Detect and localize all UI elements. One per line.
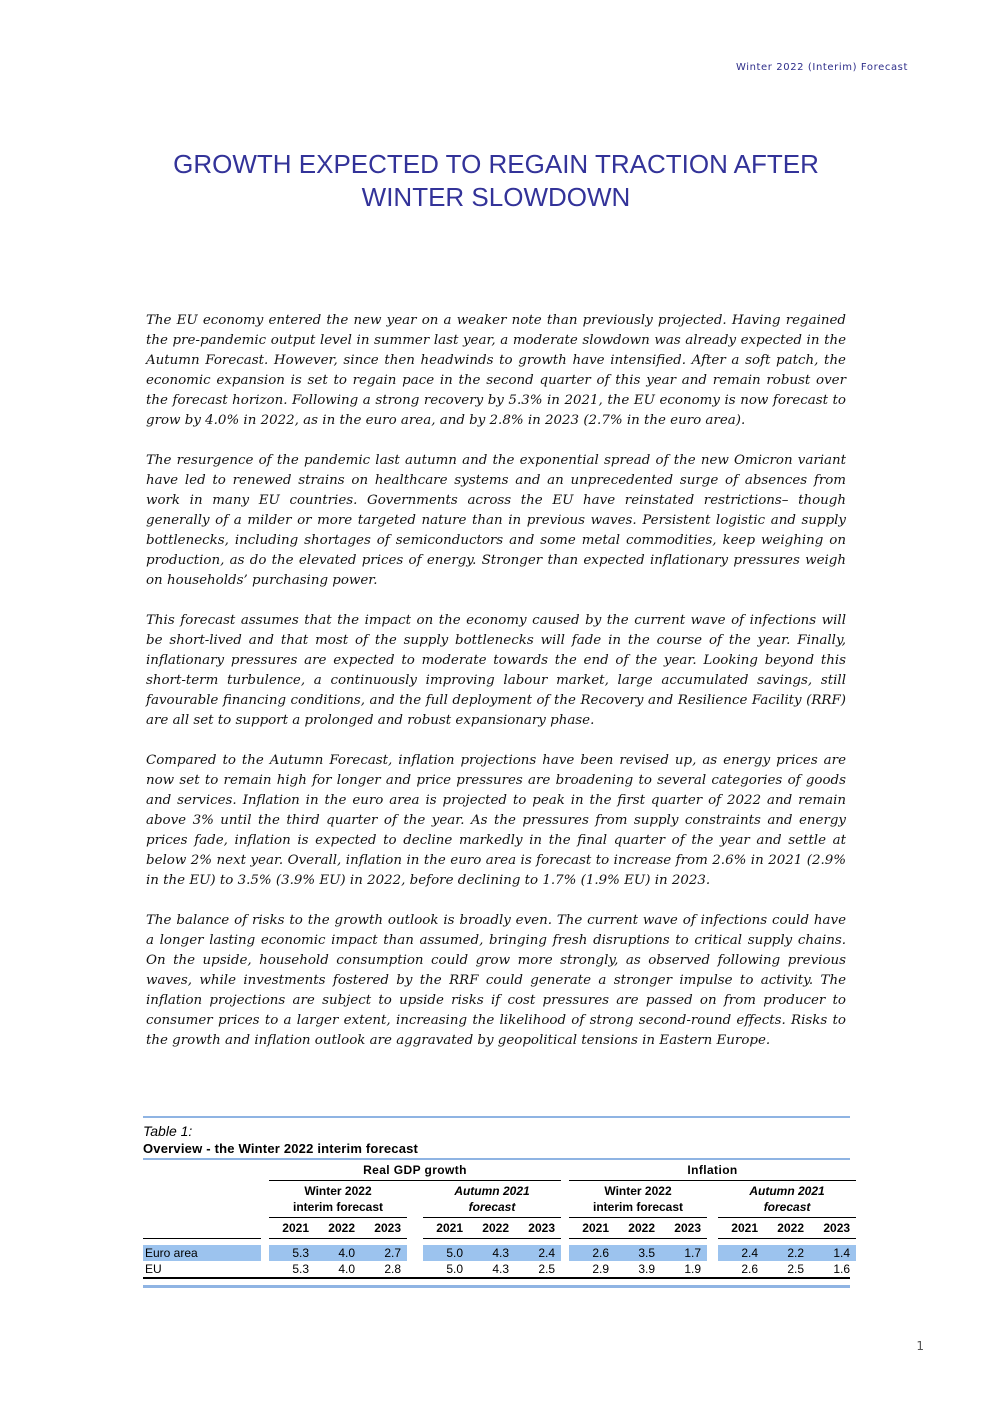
subheader-gdp-autumn (423, 1181, 561, 1218)
table-cell: 5.3 (292, 1262, 309, 1276)
year-header: 2023 (810, 1218, 856, 1239)
subheader-inflation-winter (569, 1181, 707, 1218)
year-header: 2023 (361, 1218, 407, 1239)
running-header: Winter 2022 (Interim) Forecast (735, 62, 908, 73)
table-cell: 2.6 (741, 1262, 758, 1276)
subheader-gdp-winter (269, 1181, 407, 1218)
subheader-line: Autumn 2021 (454, 1184, 530, 1198)
subheader-line: Autumn 2021 (749, 1184, 825, 1198)
year-header: 2022 (469, 1218, 515, 1239)
table-bottom-rule (143, 1277, 850, 1279)
year-header: 2022 (615, 1218, 661, 1239)
group-header-gdp: Real GDP growth (269, 1160, 561, 1181)
year-header: 2023 (661, 1218, 707, 1239)
table-row-eu (143, 1261, 856, 1277)
table-row-euro-area (143, 1245, 856, 1261)
year-header: 2021 (718, 1218, 764, 1239)
paragraph: The resurgence of the pandemic last autumn and the exponential spread of the new Omicron variant have led to renewed strains on healthcare systems and an unprecedented surge of absences from work in many EU countries. Governments across the EU have reinstated restrictions– though generally of a milder or more targeted nature than in previous waves. Persistent logistic and supply bottlenecks, including shortages of semiconductors and some metal commodities, keep weighing on production, as do the elevated prices of energy. Stronger than expected inflationary pressures weigh on households’ purchasing power. (146, 453, 846, 588)
table-cell: 1.4 (810, 1245, 856, 1261)
table-cell: 5.3 (269, 1245, 315, 1261)
table-top-rule (143, 1116, 850, 1118)
table-cell: 2.2 (764, 1245, 810, 1261)
subheader-line: forecast (468, 1200, 516, 1214)
year-header: 2021 (423, 1218, 469, 1239)
table-cell: 2.4 (515, 1245, 561, 1261)
paragraph: The EU economy entered the new year on a weaker note than previously projected. Having regained the pre-pandemic output level in summer last year, a moderate slowdown was already expected in the Autumn Forecast. However, since then headwinds to growth have intensified. After a soft patch, the economic expansion is set to regain pace in the second quarter of this year and remain robust over the forecast horizon. Following a strong recovery by 5.3% in 2021, the EU economy is now forecast to grow by 4.0% in 2022, as in the euro area, and by 2.8% in 2023 (2.7% in the euro area). (146, 313, 846, 428)
forecast-table-block (143, 1116, 850, 1288)
paragraph: This forecast assumes that the impact on the economy caused by the current wave of infections will be short-lived and that most of the supply bottlenecks will fade in the course of the year. Finally, inflationary pressures are expected to moderate towards the end of the year. Looking beyond this short-term turbulence, a continuously improving labour market, large accumulated savings, still favourable financing conditions, and the full deployment of the Recovery and Resilience Facility (RRF) are all set to support a prolonged and robust expansionary phase. (146, 613, 846, 728)
year-header: 2021 (269, 1218, 315, 1239)
table-title: Overview - the Winter 2022 interim forecast (143, 1141, 419, 1156)
forecast-table (143, 1160, 856, 1277)
subheader-line: interim forecast (592, 1200, 684, 1214)
table-footer-rule (143, 1285, 850, 1288)
page-title: GROWTH EXPECTED TO REGAIN TRACTION AFTER WINTER SLOWDOWN (173, 149, 819, 212)
group-header-inflation: Inflation (569, 1160, 856, 1181)
table-cell: 3.5 (615, 1245, 661, 1261)
year-header: 2023 (515, 1218, 561, 1239)
table-cell: 2.4 (718, 1245, 764, 1261)
subheader-line: interim forecast (292, 1200, 384, 1214)
subheader-inflation-autumn (718, 1181, 856, 1218)
table-label: Table 1: (143, 1123, 193, 1139)
table-cell: 4.3 (492, 1262, 509, 1276)
table-cell: 4.3 (469, 1245, 515, 1261)
table-cell: 4.0 (338, 1262, 355, 1276)
body-text (146, 311, 846, 1071)
table-cell: 1.7 (661, 1245, 707, 1261)
table-cell: 2.6 (569, 1245, 615, 1261)
table-cell: 3.9 (638, 1262, 655, 1276)
table-cell: 1.6 (833, 1262, 851, 1276)
year-header: 2022 (764, 1218, 810, 1239)
year-header: 2021 (569, 1218, 615, 1239)
subheader-line: forecast (763, 1200, 811, 1214)
subheader-line: Winter 2022 (604, 1184, 672, 1198)
table-cell: 1.9 (684, 1262, 701, 1276)
table-cell: 4.0 (315, 1245, 361, 1261)
row-label: Euro area (143, 1245, 261, 1261)
paragraph: The balance of risks to the growth outlook is broadly even. The current wave of infections could have a longer lasting economic impact than assumed, bringing fresh disruptions to critical supply chains. On the upside, household consumption could grow more strongly, as observed following previous waves, while investments fostered by the RRF could generate a stronger impulse to activity. The inflation projections are subject to upside risks if cost pressures are passed on from producer to consumer prices to a larger extent, increasing the likelihood of strong second-round effects. Risks to the growth and inflation outlook are aggravated by geopolitical tensions in Eastern Europe. (146, 913, 846, 1048)
table-cell: 2.8 (384, 1262, 401, 1276)
paragraph: Compared to the Autumn Forecast, inflation projections have been revised up, as energy prices are now set to remain high for longer and price pressures are broadening to several categories of goods and services. Inflation in the euro area is projected to peak in the first quarter of 2022 and remain above 3% until the third quarter of the year. As the pressures from supply constraints and energy prices fade, inflation is expected to decline markedly in the final quarter of the year and settle at below 2% next year. Overall, inflation in the euro area is forecast to increase from 2.6% in 2021 (2.9% in the EU) to 3.5% (3.9% EU) in 2022, before declining to 1.7% (1.9% EU) in 2023. (146, 753, 846, 888)
table-cell: 5.0 (446, 1262, 463, 1276)
subheader-line: Winter 2022 (304, 1184, 372, 1198)
table-cell: 5.0 (423, 1245, 469, 1261)
page-number: 1 (916, 1339, 924, 1353)
row-label: EU (145, 1262, 162, 1276)
table-cell: 2.7 (361, 1245, 407, 1261)
table-cell: 2.9 (592, 1262, 609, 1276)
year-header: 2022 (315, 1218, 361, 1239)
table-cell: 2.5 (787, 1262, 804, 1276)
table-cell: 2.5 (538, 1262, 555, 1276)
